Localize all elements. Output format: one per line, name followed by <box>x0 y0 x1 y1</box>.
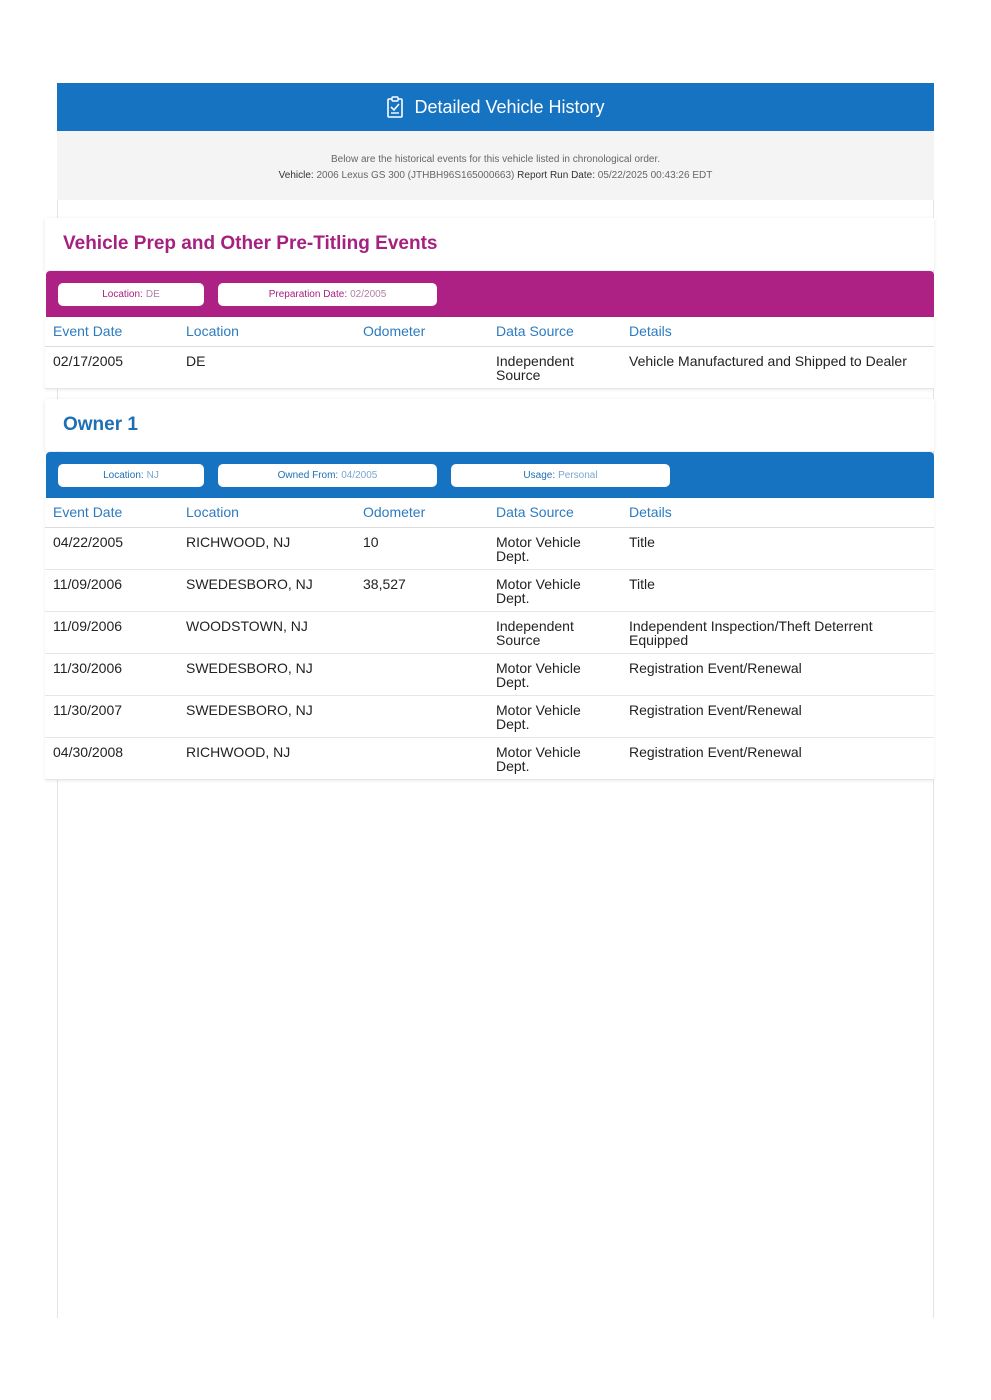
event-date-cell <box>45 653 178 695</box>
vehicle-line <box>57 168 934 184</box>
table-header-row <box>45 317 934 346</box>
details-cell <box>621 695 934 737</box>
owner-section-title: Owner 1 <box>45 399 934 451</box>
owner-from-pill <box>218 464 437 487</box>
pill-label: Usage: <box>523 469 556 481</box>
prep-events-table <box>45 317 934 389</box>
data-source-cell <box>488 569 621 611</box>
location-cell <box>178 346 355 388</box>
details-cell <box>621 569 934 611</box>
data-source-cell-text: Independent <box>496 617 574 634</box>
pill-label: Preparation Date: <box>268 288 348 300</box>
table-row <box>45 653 934 695</box>
run-date-value: 05/22/2025 00:43:26 EDT <box>597 170 713 181</box>
owner-events-table <box>45 498 934 780</box>
pill-value: 02/2005 <box>350 288 387 300</box>
event-date-cell <box>45 611 178 653</box>
location-cell-text: RICHWOOD, NJ <box>186 533 291 550</box>
details-cell-text: Equipped <box>629 631 689 648</box>
event-date-cell-text: 11/30/2006 <box>53 659 123 676</box>
data-source-cell-text: Dept. <box>496 547 530 564</box>
details-cell-text: Title <box>629 575 655 592</box>
report-title: Detailed Vehicle History <box>414 96 605 117</box>
odometer-cell <box>355 653 488 695</box>
odometer-cell <box>355 346 488 388</box>
event-date-cell <box>45 346 178 388</box>
event-date-cell <box>45 527 178 569</box>
event-date-cell-text: 04/22/2005 <box>53 533 124 550</box>
details-cell-text: Independent Inspection/Theft Deterrent <box>629 617 873 634</box>
event-date-cell <box>45 569 178 611</box>
location-cell <box>178 695 355 737</box>
odometer-cell <box>355 611 488 653</box>
col-odometer: Odometer <box>355 317 488 346</box>
owner-summary-bar <box>46 452 934 498</box>
col-event-date: Event Date <box>45 317 178 346</box>
details-cell <box>621 346 934 388</box>
location-cell <box>178 737 355 779</box>
data-source-cell-text: Motor Vehicle <box>496 575 581 592</box>
odometer-cell-text: 38,527 <box>363 575 406 592</box>
pill-label: Location: <box>103 469 144 481</box>
data-source-cell <box>488 695 621 737</box>
details-cell <box>621 737 934 779</box>
odometer-cell <box>355 527 488 569</box>
data-source-cell-text: Motor Vehicle <box>496 659 581 676</box>
location-cell-text: SWEDESBORO, NJ <box>186 575 313 592</box>
col-location: Location <box>178 317 355 346</box>
col-data-source: Data Source <box>488 498 621 527</box>
event-date-cell <box>45 737 178 779</box>
event-date-cell <box>45 695 178 737</box>
details-cell-text: Vehicle Manufactured and Shipped to Dealer <box>629 352 907 369</box>
location-cell-text: WOODSTOWN, NJ <box>186 617 308 634</box>
col-details: Details <box>621 498 934 527</box>
prep-section-title: Vehicle Prep and Other Pre-Titling Events <box>45 218 934 270</box>
details-cell <box>621 611 934 653</box>
col-odometer: Odometer <box>355 498 488 527</box>
data-source-cell <box>488 527 621 569</box>
data-source-cell-text: Independent <box>496 352 574 369</box>
location-cell-text: RICHWOOD, NJ <box>186 743 291 760</box>
table-row <box>45 737 934 779</box>
data-source-cell-text: Motor Vehicle <box>496 533 581 550</box>
details-cell-text: Registration Event/Renewal <box>629 659 802 676</box>
data-source-cell-text: Dept. <box>496 673 530 690</box>
run-date-label: Report Run Date: <box>517 170 595 181</box>
location-cell <box>178 611 355 653</box>
odometer-cell <box>355 695 488 737</box>
location-cell-text: DE <box>186 352 206 369</box>
data-source-cell <box>488 737 621 779</box>
details-cell-text: Registration Event/Renewal <box>629 701 802 718</box>
details-cell <box>621 527 934 569</box>
col-location: Location <box>178 498 355 527</box>
details-cell-text: Registration Event/Renewal <box>629 743 802 760</box>
vehicle-value: 2006 Lexus GS 300 (JTHBH96S165000663) <box>316 170 515 181</box>
odometer-cell <box>355 737 488 779</box>
location-cell <box>178 527 355 569</box>
location-cell <box>178 653 355 695</box>
pill-value: Personal <box>558 469 598 481</box>
odometer-cell <box>355 569 488 611</box>
location-cell-text: SWEDESBORO, NJ <box>186 659 313 676</box>
event-date-cell-text: 11/30/2007 <box>53 701 123 718</box>
pill-label: Location: <box>102 288 143 300</box>
table-row <box>45 346 934 388</box>
event-date-cell-text: 11/09/2006 <box>53 617 123 634</box>
pill-label: Owned From: <box>277 469 339 481</box>
report-header <box>57 83 934 131</box>
pill-value: 04/2005 <box>341 469 378 481</box>
data-source-cell-text: Source <box>496 366 541 383</box>
odometer-cell-text: 10 <box>363 533 379 550</box>
table-row <box>45 611 934 653</box>
table-header-row <box>45 498 934 527</box>
data-source-cell-text: Dept. <box>496 715 530 732</box>
data-source-cell-text: Dept. <box>496 757 530 774</box>
owner-usage-pill <box>451 464 670 487</box>
intro-text: Below are the historical events for this vehicle listed in chronological order. <box>330 154 661 165</box>
pill-value: NJ <box>146 469 159 481</box>
table-row <box>45 527 934 569</box>
col-event-date: Event Date <box>45 498 178 527</box>
location-cell-text: SWEDESBORO, NJ <box>186 701 313 718</box>
col-data-source: Data Source <box>488 317 621 346</box>
owner-location-pill <box>58 464 204 487</box>
col-details: Details <box>621 317 934 346</box>
pill-value: DE <box>145 288 160 300</box>
vehicle-label: Vehicle: <box>278 170 314 181</box>
event-date-cell-text: 04/30/2008 <box>53 743 124 760</box>
event-date-cell-text: 02/17/2005 <box>53 352 124 369</box>
prep-summary-bar <box>46 271 934 317</box>
data-source-cell-text: Source <box>496 631 541 648</box>
details-cell <box>621 653 934 695</box>
data-source-cell-text: Dept. <box>496 589 530 606</box>
table-row <box>45 695 934 737</box>
data-source-cell <box>488 611 621 653</box>
clipboard-check-icon <box>386 96 404 118</box>
data-source-cell <box>488 346 621 388</box>
event-date-cell-text: 11/09/2006 <box>53 575 123 592</box>
report-intro <box>57 131 934 200</box>
prep-location-pill <box>58 283 204 306</box>
data-source-cell-text: Motor Vehicle <box>496 743 581 760</box>
table-row <box>45 569 934 611</box>
details-cell-text: Title <box>629 533 655 550</box>
data-source-cell-text: Motor Vehicle <box>496 701 581 718</box>
prep-date-pill <box>218 283 437 306</box>
data-source-cell <box>488 653 621 695</box>
location-cell <box>178 569 355 611</box>
